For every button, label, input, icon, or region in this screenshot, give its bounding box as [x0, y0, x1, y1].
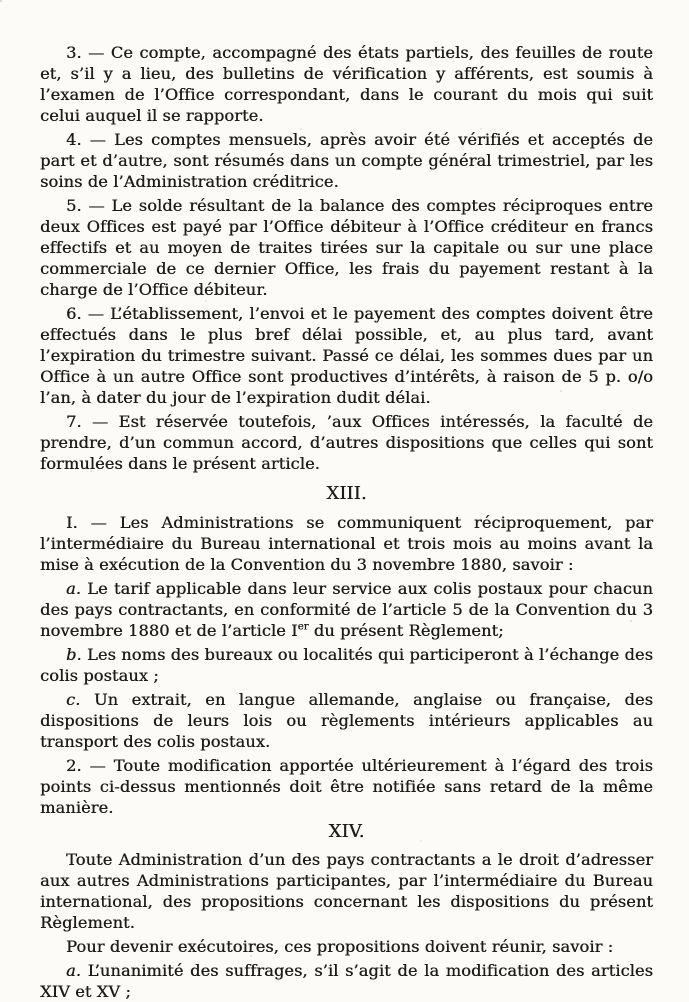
list-item-a-unanimite — [40, 960, 653, 1002]
paragraph-5-solde: 5. — Le solde résultant de la balance des comptes réciproques entre deux Offices est payé par l’Office débiteur à l’Office créditeur en francs effectifs et au moyen de traites tirées sur la capitale ou sur une place commerciale de ce dernier Office, les frais du payement restant à la charge de l’Office débiteur. — [40, 196, 653, 299]
section-heading-xiv: XIV. — [328, 821, 365, 842]
paragraph-14-1-toute-administration: Toute Administration d’un des pays contractants a le droit d’adresser aux autres Administrations participantes, par l’intermédiaire du Bureau international, des propositions concernant les dispositions du présent Règlement. — [40, 850, 653, 932]
paragraph-13-2-modification: 2. — Toute modification apportée ultérieurement à l’égard des trois points ci-dessus mentionnés doit être notifiée sans retard de la même manière. — [40, 756, 653, 817]
item-c-marker: c. — [66, 690, 81, 709]
paragraph-7-reserve: 7. — Est réservée toutefois, ’aux Offices intéressés, la faculté de prendre, d’un commun accord, d’autres dispositions que celles qui sont formulées dans le présent article. — [40, 412, 653, 473]
section-heading-xiii: XIII. — [326, 483, 367, 504]
item-a-text: Le tarif applicable dans leur service aux colis postaux pour chacun des pays contractants, en conformité de l’article 5 de la Convention du 3 novembre 1880 et de l’article I — [40, 579, 653, 640]
list-item-b-bureaux — [40, 644, 653, 686]
paragraph-14-2-executoires: Pour devenir exécutoires, ces propositions doivent réunir, savoir : — [66, 937, 614, 956]
paragraph-13-1-administrations: I. — Les Administrations se communiquent réciproquement, par l’intermédiaire du Bureau international et trois mois au moins avant la mise à exécution de la Convention du 3 novembre 1880, savoir : — [40, 513, 653, 574]
item-b-text: Les noms des bureaux ou localités qui participeront à l’échange des colis postaux ; — [40, 645, 654, 685]
item-a-marker: a. — [66, 579, 81, 598]
item-a2-marker: a. — [66, 961, 81, 980]
superscript-er: er — [297, 621, 309, 633]
item-a-text-after: du présent Règlement; — [308, 621, 504, 640]
item-b-marker: b. — [66, 645, 82, 664]
list-item-a-tarif — [40, 578, 653, 641]
paragraph-6-etablissement: 6. — L’établissement, l’envoi et le payement des comptes doivent être effectués dans le plus bref délai possible, et, au plus tard, avant l’expiration du trimestre suivant. Passé ce délai, les sommes dues par un Office à un autre Office sont productives d’intérêts, à raison de 5 p. o/o l’an, à dater du jour de l’expiration dudit délai. — [40, 304, 653, 407]
paragraph-3-compte: 3. — Ce compte, accompagné des états partiels, des feuilles de route et, s’il y a lieu, des bulletins de vérification y afférents, est soumis à l’examen de l’Office correspondant, dans le courant du mois qui suit celui auquel il se rapporte. — [40, 43, 653, 125]
item-a2-text: L’unanimité des suffrages, s’il s’agit de la modification des articles XIV et XV ; — [40, 961, 653, 1001]
scan-noise-specks — [0, 0, 2, 2]
item-c-text: Un extrait, en langue allemande, anglaise ou française, des dispositions de leurs lois ou règlements intérieurs applicables au transport des colis postaux. — [40, 690, 653, 751]
list-item-c-extrait — [40, 689, 653, 752]
paragraph-4-comptes-mensuels: 4. — Les comptes mensuels, après avoir été vérifiés et acceptés de part et d’autre, sont résumés dans un compte général trimestriel, par les soins de l’Administration créditrice. — [40, 130, 653, 191]
